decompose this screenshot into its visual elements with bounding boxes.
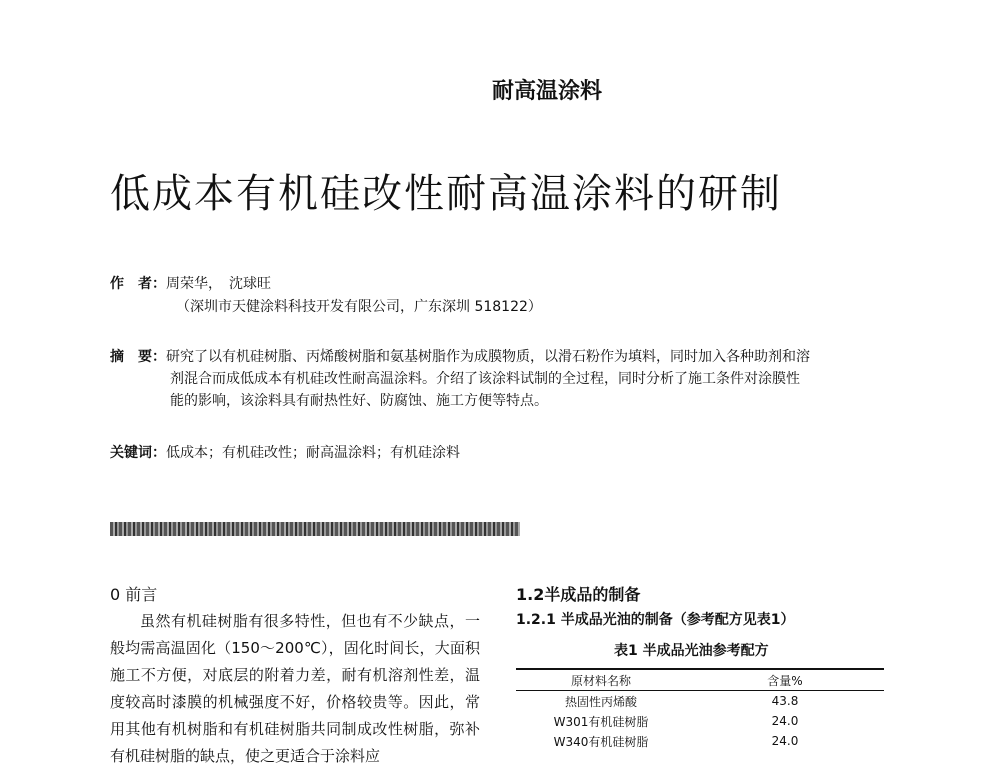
material-content: 24.0	[771, 734, 799, 748]
authors: 周荣华， 沈球旺	[166, 276, 271, 292]
material-content: 43.8	[771, 694, 799, 708]
section-1-2-1-heading: 1.2.1 半成品光油的制备（参考配方见表1）	[516, 612, 795, 628]
material-name: 热固性丙烯酸	[564, 694, 637, 709]
article-title: 低成本有机硅改性耐高温涂料的研制	[110, 171, 782, 217]
divider-band	[110, 522, 520, 536]
abstract	[110, 346, 810, 412]
column-header-material: 原材料名称	[516, 669, 686, 691]
material-name: W340有机硅树脂	[553, 734, 649, 749]
table-row	[516, 691, 884, 712]
keywords: 低成本；有机硅改性；耐高温涂料；有机硅涂料	[166, 445, 460, 461]
material-content: 24.0	[771, 714, 799, 728]
section-0-paragraph: 虽然有机硅树脂有很多特性，但也有不少缺点，一般均需高温固化（150～200℃），固化时间长，大面积施工不方便，对底层的附着力差，耐有机溶剂性差，温度较高时漆膜的机械强度不好，价格较贵等。因此，常用其他有机树脂和有机硅树脂共同制成改性树脂，弥补有机硅树脂的缺点，使之更适合于涂料应	[110, 612, 480, 765]
abstract-label: 摘 要：	[110, 349, 166, 365]
section-0-heading: 0 前言	[110, 585, 158, 604]
section-0-body	[110, 608, 480, 770]
affiliation: （深圳市天健涂料科技开发有限公司，广东深圳 518122）	[176, 299, 542, 315]
column-header-content: 含量%	[686, 669, 884, 691]
table-row	[516, 731, 884, 751]
section-1-2-heading: 1.2半成品的制备	[516, 585, 641, 604]
keywords-line	[110, 442, 460, 462]
authors-line	[110, 273, 271, 293]
material-name: W301有机硅树脂	[553, 714, 649, 729]
author-label: 作 者：	[110, 276, 166, 292]
section-header: 耐高温涂料	[492, 79, 603, 104]
abstract-text: 研究了以有机硅树脂、丙烯酸树脂和氨基树脂作为成膜物质，以滑石粉作为填料，同时加入各种助剂和溶剂混合而成低成本有机硅改性耐高温涂料。介绍了该涂料试制的全过程，同时分析了施工条件对涂膜性能的影响，该涂料具有耐热性好、防腐蚀、施工方便等特点。	[166, 349, 810, 409]
table-header-row	[516, 669, 884, 691]
keywords-label: 关键词：	[110, 445, 166, 461]
table-row	[516, 711, 884, 731]
table-1-caption: 表1 半成品光油参考配方	[614, 643, 769, 659]
table-1	[516, 668, 884, 751]
